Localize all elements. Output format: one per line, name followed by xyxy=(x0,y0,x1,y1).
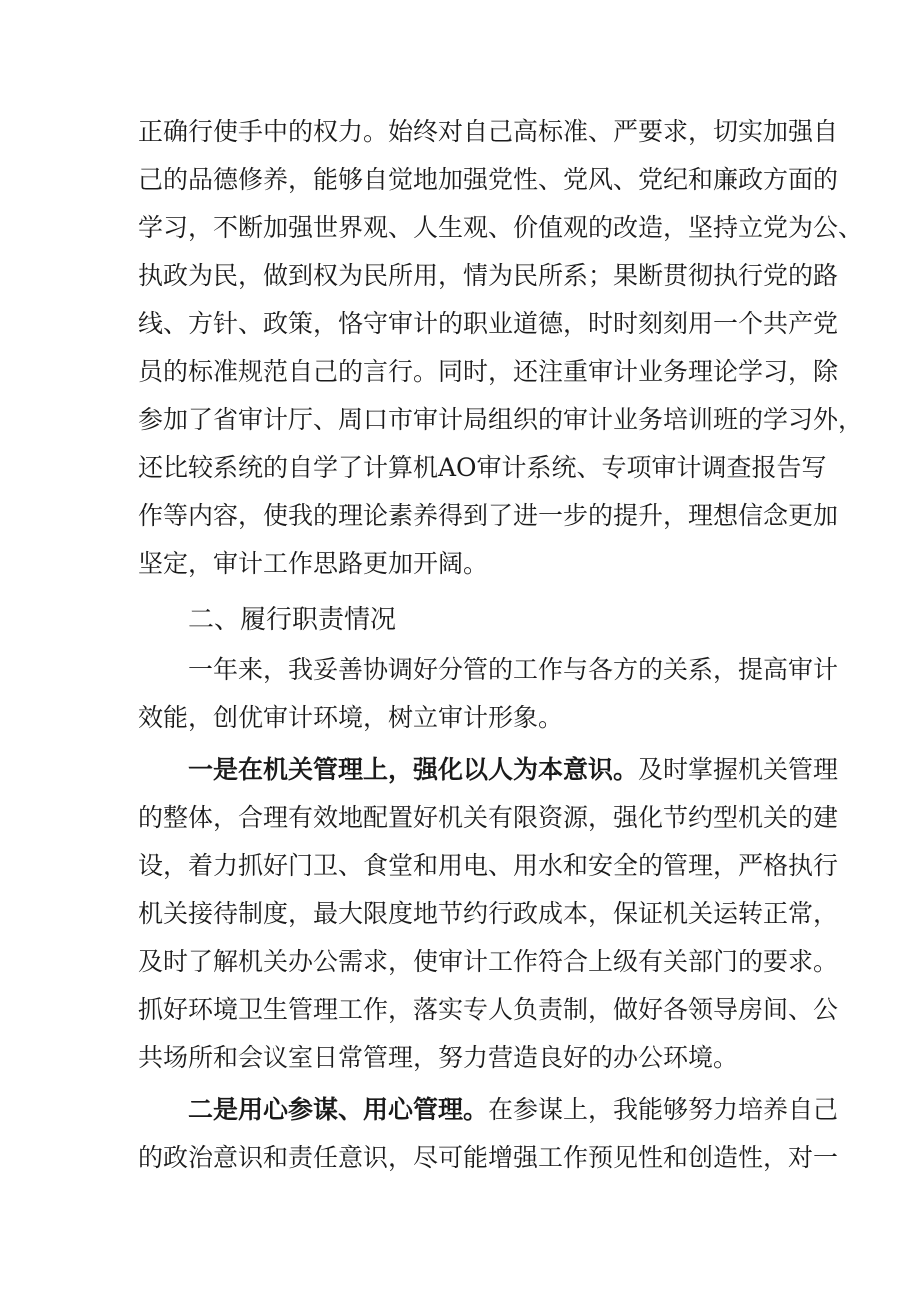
text-run: 及时掌握机关管理 xyxy=(638,755,839,784)
document-page xyxy=(138,108,864,1182)
text-line: 共场所和会议室日常管理，努力营造良好的办公环境。 xyxy=(138,1043,739,1072)
paragraph-3 xyxy=(138,746,839,1082)
text-line: 设，着力抓好门卫、食堂和用电、用水和安全的管理，严格执行 xyxy=(138,851,839,880)
paragraph-2 xyxy=(138,646,839,742)
text-line: 参加了省审计厅、周口市审计局组织的审计业务培训班的学习外， xyxy=(138,405,864,434)
text-line: 的政治意识和责任意识，尽可能增强工作预见性和创造性，对一 xyxy=(138,1143,839,1172)
text-line: 机关接待制度，最大限度地节约行政成本，保证机关运转正常， xyxy=(138,899,839,928)
bold-lead: 一是在机关管理上，强化以人为本意识。 xyxy=(188,755,639,784)
text-line: 员的标准规范自己的言行。同时，还注重审计业务理论学习，除 xyxy=(138,357,839,386)
paragraph-4 xyxy=(138,1086,839,1182)
text-line: 还比较系统的自学了计算机AO审计系统、专项审计调查报告写 xyxy=(138,453,827,482)
text-line: 作等内容，使我的理论素养得到了进一步的提升，理想信念更加 xyxy=(138,501,839,530)
text-line: 执政为民，做到权为民所用，情为民所系；果断贯彻执行党的路 xyxy=(138,261,839,290)
text-line: 一年来，我妥善协调好分管的工作与各方的关系，提高审计 xyxy=(188,655,839,684)
text-line: 抓好环境卫生管理工作，落实专人负责制，做好各领导房间、公 xyxy=(138,995,839,1024)
text-line xyxy=(138,746,839,794)
text-line: 己的品德修养，能够自觉地加强党性、党风、党纪和廉政方面的 xyxy=(138,165,839,194)
text-line: 效能，创优审计环境，树立审计形象。 xyxy=(138,703,564,732)
section-heading: 二、履行职责情况 xyxy=(188,605,397,635)
bold-lead: 二是用心参谋、用心管理。 xyxy=(188,1095,489,1124)
text-run: 在参谋上，我能够努力培养自己 xyxy=(488,1095,839,1124)
text-line: 坚定，审计工作思路更加开阔。 xyxy=(138,549,489,578)
text-line: 线、方针、政策，恪守审计的职业道德，时时刻刻用一个共产党 xyxy=(138,309,839,338)
text-line: 及时了解机关办公需求，使审计工作符合上级有关部门的要求。 xyxy=(138,947,839,976)
text-line xyxy=(138,1086,839,1134)
text-line: 正确行使手中的权力。始终对自己高标准、严要求，切实加强自 xyxy=(138,117,839,146)
text-line: 学习，不断加强世界观、人生观、价值观的改造，坚持立党为公、 xyxy=(138,213,864,242)
paragraph-1 xyxy=(138,108,864,588)
text-line: 的整体，合理有效地配置好机关有限资源，强化节约型机关的建 xyxy=(138,803,839,832)
